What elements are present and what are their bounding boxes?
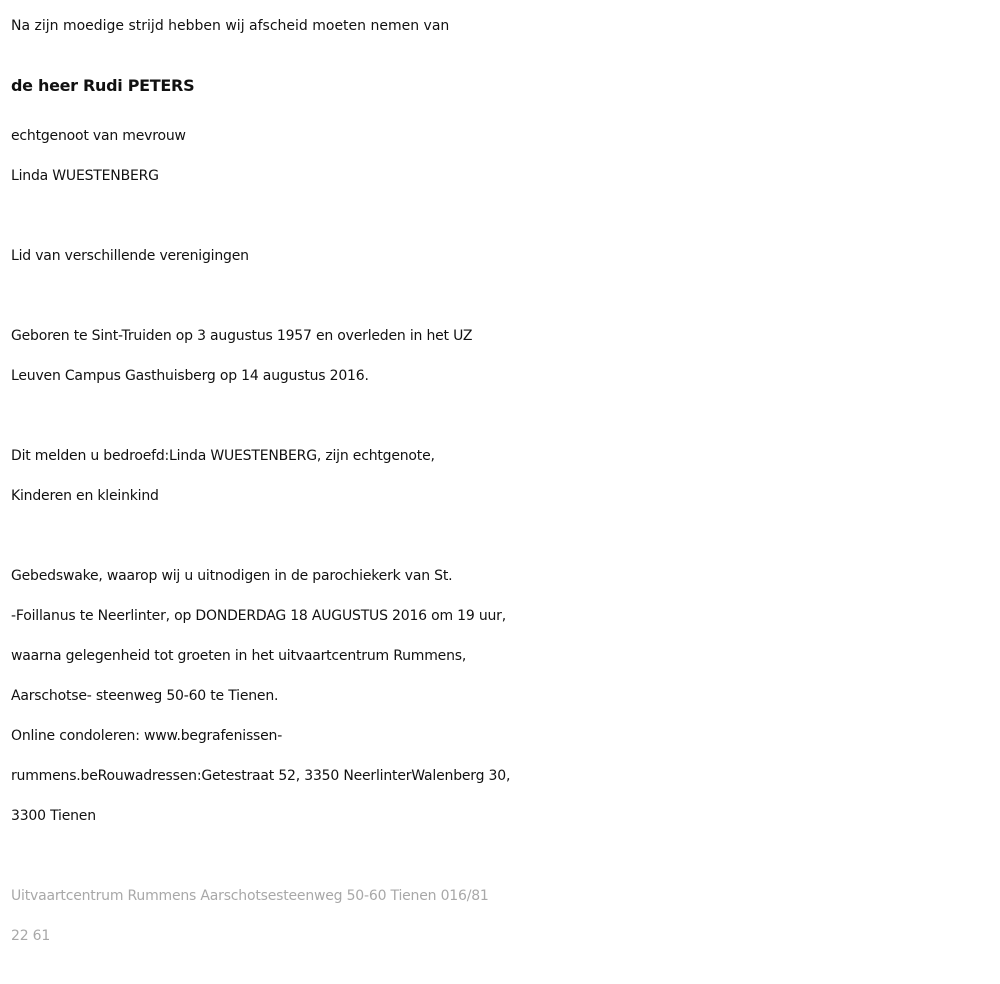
deceased-name: de heer Rudi PETERS <box>11 76 195 95</box>
spacer <box>11 276 991 316</box>
membership-text: Lid van verschillende verenigingen <box>11 248 249 264</box>
intro-text: Na zijn moedige strijd hebben wij afscheid moeten nemen van <box>11 18 450 34</box>
birth-death-line-1: Geboren te Sint-Truiden op 3 augustus 1957 en overleden in het UZ <box>11 328 473 344</box>
spouse-line-1: echtgenoot van mevrouw <box>11 128 186 144</box>
birth-death-line-2: Leuven Campus Gasthuisberg op 14 augustus 2016. <box>11 368 369 384</box>
death-notice <box>11 6 991 956</box>
ceremony-line-2: -Foillanus te Neerlinter, op DONDERDAG 18 AUGUSTUS 2016 om 19 uur, <box>11 608 506 624</box>
announcers-line-1: Dit melden u bedroefd:Linda WUESTENBERG, zijn echtgenote, <box>11 448 435 464</box>
spouse-line-2: Linda WUESTENBERG <box>11 168 159 184</box>
funeral-home-line-2: 22 61 <box>11 928 51 944</box>
condolence-line-1: Online condoleren: www.begrafenissen- <box>11 728 283 744</box>
spacer <box>11 836 991 876</box>
funeral-home-line-1: Uitvaartcentrum Rummens Aarschotsesteenweg 50-60 Tienen 016/81 <box>11 888 489 904</box>
ceremony-line-3: waarna gelegenheid tot groeten in het uitvaartcentrum Rummens, <box>11 648 467 664</box>
spacer <box>11 516 991 556</box>
ceremony-line-1: Gebedswake, waarop wij u uitnodigen in de parochiekerk van St. <box>11 568 453 584</box>
spacer <box>11 196 991 236</box>
condolence-line-2: rummens.beRouwadressen:Getestraat 52, 3350 NeerlinterWalenberg 30, <box>11 768 511 784</box>
spacer <box>11 396 991 436</box>
announcers-line-2: Kinderen en kleinkind <box>11 488 159 504</box>
ceremony-line-4: Aarschotse- steenweg 50-60 te Tienen. <box>11 688 279 704</box>
condolence-line-3: 3300 Tienen <box>11 808 96 824</box>
